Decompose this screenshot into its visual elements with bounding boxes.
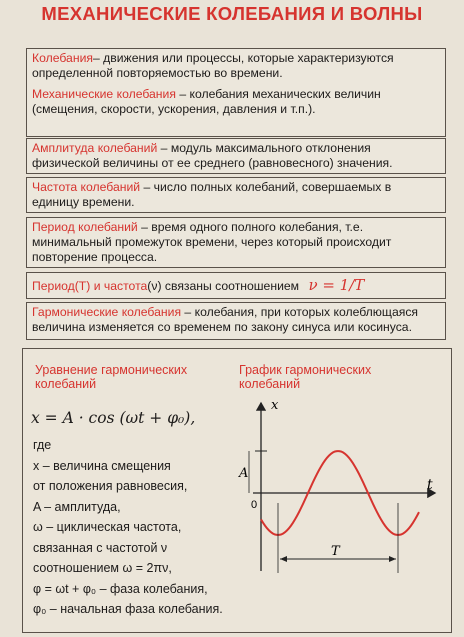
desc-line-equilibrium: от положения равновесия, <box>33 479 188 493</box>
term-mechanical-oscillations: Механические колебания <box>32 87 176 101</box>
text-frequency: – число полных колебаний, совершаемых в единицу времени. <box>32 180 392 209</box>
equation-title: Уравнение гармонических колебаний <box>35 363 188 391</box>
text-mechanical-oscillations: – колебания механических величин (смещения, скорости, ускорения, давления и т.п.). <box>32 87 381 116</box>
amplitude-label: A <box>239 466 249 481</box>
term-frequency: Частота колебаний <box>32 180 141 194</box>
definition-box-oscillations <box>26 48 446 137</box>
definition-box-frequency <box>26 177 446 213</box>
definition-mechanical-oscillations <box>32 87 440 117</box>
bottom-section <box>22 348 452 633</box>
text-period: – время одного полного колебания, т.е. минимальный промежуток времени, через который происходит повторение процесса. <box>32 220 392 264</box>
graph-title: График гармонических колебаний <box>239 363 372 391</box>
relation-period-word: Период <box>32 279 75 293</box>
desc-line-amplitude: A – амплитуда, <box>33 499 121 514</box>
definition-box-period <box>26 217 446 268</box>
relation-frequency-symbol: (ν) <box>147 279 162 293</box>
page-title: МЕХАНИЧЕСКИЕ КОЛЕБАНИЯ И ВОЛНЫ <box>41 3 423 24</box>
y-axis-label: x <box>271 398 279 413</box>
desc-line-phase: φ = ωt + φ₀ – фаза колебания, <box>33 581 208 596</box>
relation-period-symbol: (T) <box>74 279 91 293</box>
term-amplitude: Амплитуда колебаний <box>32 141 158 155</box>
harmonic-graph <box>235 393 445 593</box>
relation-formula: ν = 1/T <box>308 276 365 294</box>
term-harmonic: Гармонические колебания <box>32 305 182 319</box>
equation-description <box>33 435 238 620</box>
definition-box-harmonic <box>26 302 446 340</box>
desc-line-omega: ω – циклическая частота, <box>33 520 182 534</box>
desc-line-relation: соотношением ω = 2πν, <box>33 561 172 575</box>
definition-oscillations <box>32 51 440 81</box>
desc-line-frequency: связанная с частотой ν <box>33 540 168 555</box>
relation-and-frequency: и частота <box>90 279 148 293</box>
text-oscillations: – движения или процессы, которые характеризуются определенной повторяемостью во времени. <box>32 51 394 80</box>
desc-line-x: x – величина смещения <box>33 458 171 473</box>
period-label: T <box>331 544 340 559</box>
text-amplitude: – модуль максимального отклонения физической величины от ее среднего (равновесного) значения. <box>32 141 393 170</box>
term-oscillations: Колебания <box>32 51 93 65</box>
relation-rest: связаны соотношением <box>161 279 300 293</box>
desc-line-where: где <box>33 438 52 452</box>
definition-box-amplitude <box>26 138 446 174</box>
relation-box <box>26 272 446 299</box>
desc-line-initial-phase: φ₀ – начальная фаза колебания. <box>33 602 223 616</box>
harmonic-equation: x = A · cos (ωt + φ₀), <box>31 409 196 427</box>
x-axis-label: t <box>427 477 433 493</box>
origin-label: 0 <box>251 499 258 511</box>
text-harmonic: – колебания, при которых колеблющаяся величина изменяется со временем по закону синуса или косинуса. <box>32 305 419 334</box>
term-period: Период колебаний <box>32 220 138 234</box>
